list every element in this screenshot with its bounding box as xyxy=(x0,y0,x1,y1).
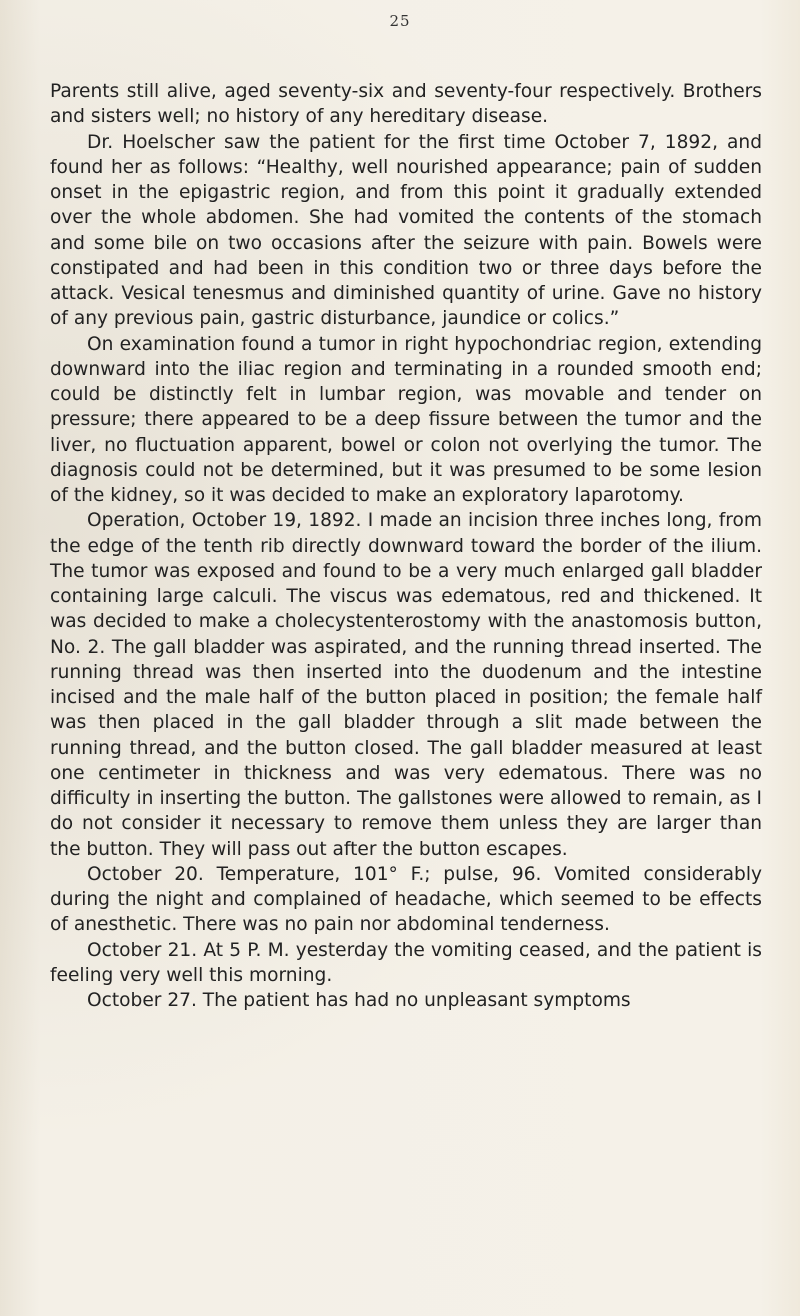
paragraph-october-20: October 20. Temperature, 101° F.; pulse, 96. Vomited considerably during the night and complained of headache, which seemed to be effects of anesthetic. There was no pain nor abdominal tenderness. xyxy=(50,863,762,936)
paragraph-initial-exam: Dr. Hoelscher saw the patient for the first time October 7, 1892, and found her as follows: “Healthy, well nourished appearance; pain of sudden onset in the epigastric region, and from this point it gradually extended over the whole abdomen. She had vomited the contents of the stomach and some bile on two occasions after the seizure with pain. Bowels were constipated and had been in this condition two or three days before the attack. Vesical tenesmus and diminished quantity of urine. Gave no history of any previous pain, gastric disturbance, jaundice or colics.” xyxy=(50,131,762,330)
paragraph-operation: Operation, October 19, 1892. I made an incision three inches long, from the edge of the tenth rib directly downward toward the border of the ilium. The tumor was exposed and found to be a very much enlarged gall bladder containing large calculi. The viscus was edematous, red and thickened. It was decided to make a cholecystenterostomy with the anastomosis button, No. 2. The gall bladder was aspirated, and the running thread inserted. The running thread was then inserted into the duodenum and the intestine incised and the male half of the button placed in position; the female half was then placed in the gall bladder through a slit made between the running thread, and the button closed. The gall bladder measured at least one centimeter in thickness and was very edematous. There was no difficulty in inserting the button. The gallstones were allowed to remain, as I do not consider it necessary to remove them unless they are larger than the button. They will pass out after the button escapes. xyxy=(50,510,762,860)
paragraph-examination: On examination found a tumor in right hypochondriac region, extending downward into the iliac region and terminating in a rounded smooth end; could be distinctly felt in lumbar region, was movable and tender on pressure; there appeared to be a deep fissure between the tumor and the liver, no fluctuation apparent, bowel or colon not overlying the tumor. The diagnosis could not be determined, but it was presumed to be some lesion of the kidney, so it was decided to make an exploratory laparotomy. xyxy=(50,333,762,506)
paragraph-october-21: October 21. At 5 P. M. yesterday the vomiting ceased, and the patient is feeling very well this morning. xyxy=(50,939,762,986)
body-text xyxy=(50,79,762,1013)
page-number: 25 xyxy=(389,12,411,30)
paragraph-october-27: October 27. The patient has had no unpleasant symptoms xyxy=(87,990,631,1011)
paragraph-family-history: Parents still alive, aged seventy-six and seventy-four respectively. Brothers and sisters well; no history of any hereditary disease. xyxy=(50,81,762,128)
